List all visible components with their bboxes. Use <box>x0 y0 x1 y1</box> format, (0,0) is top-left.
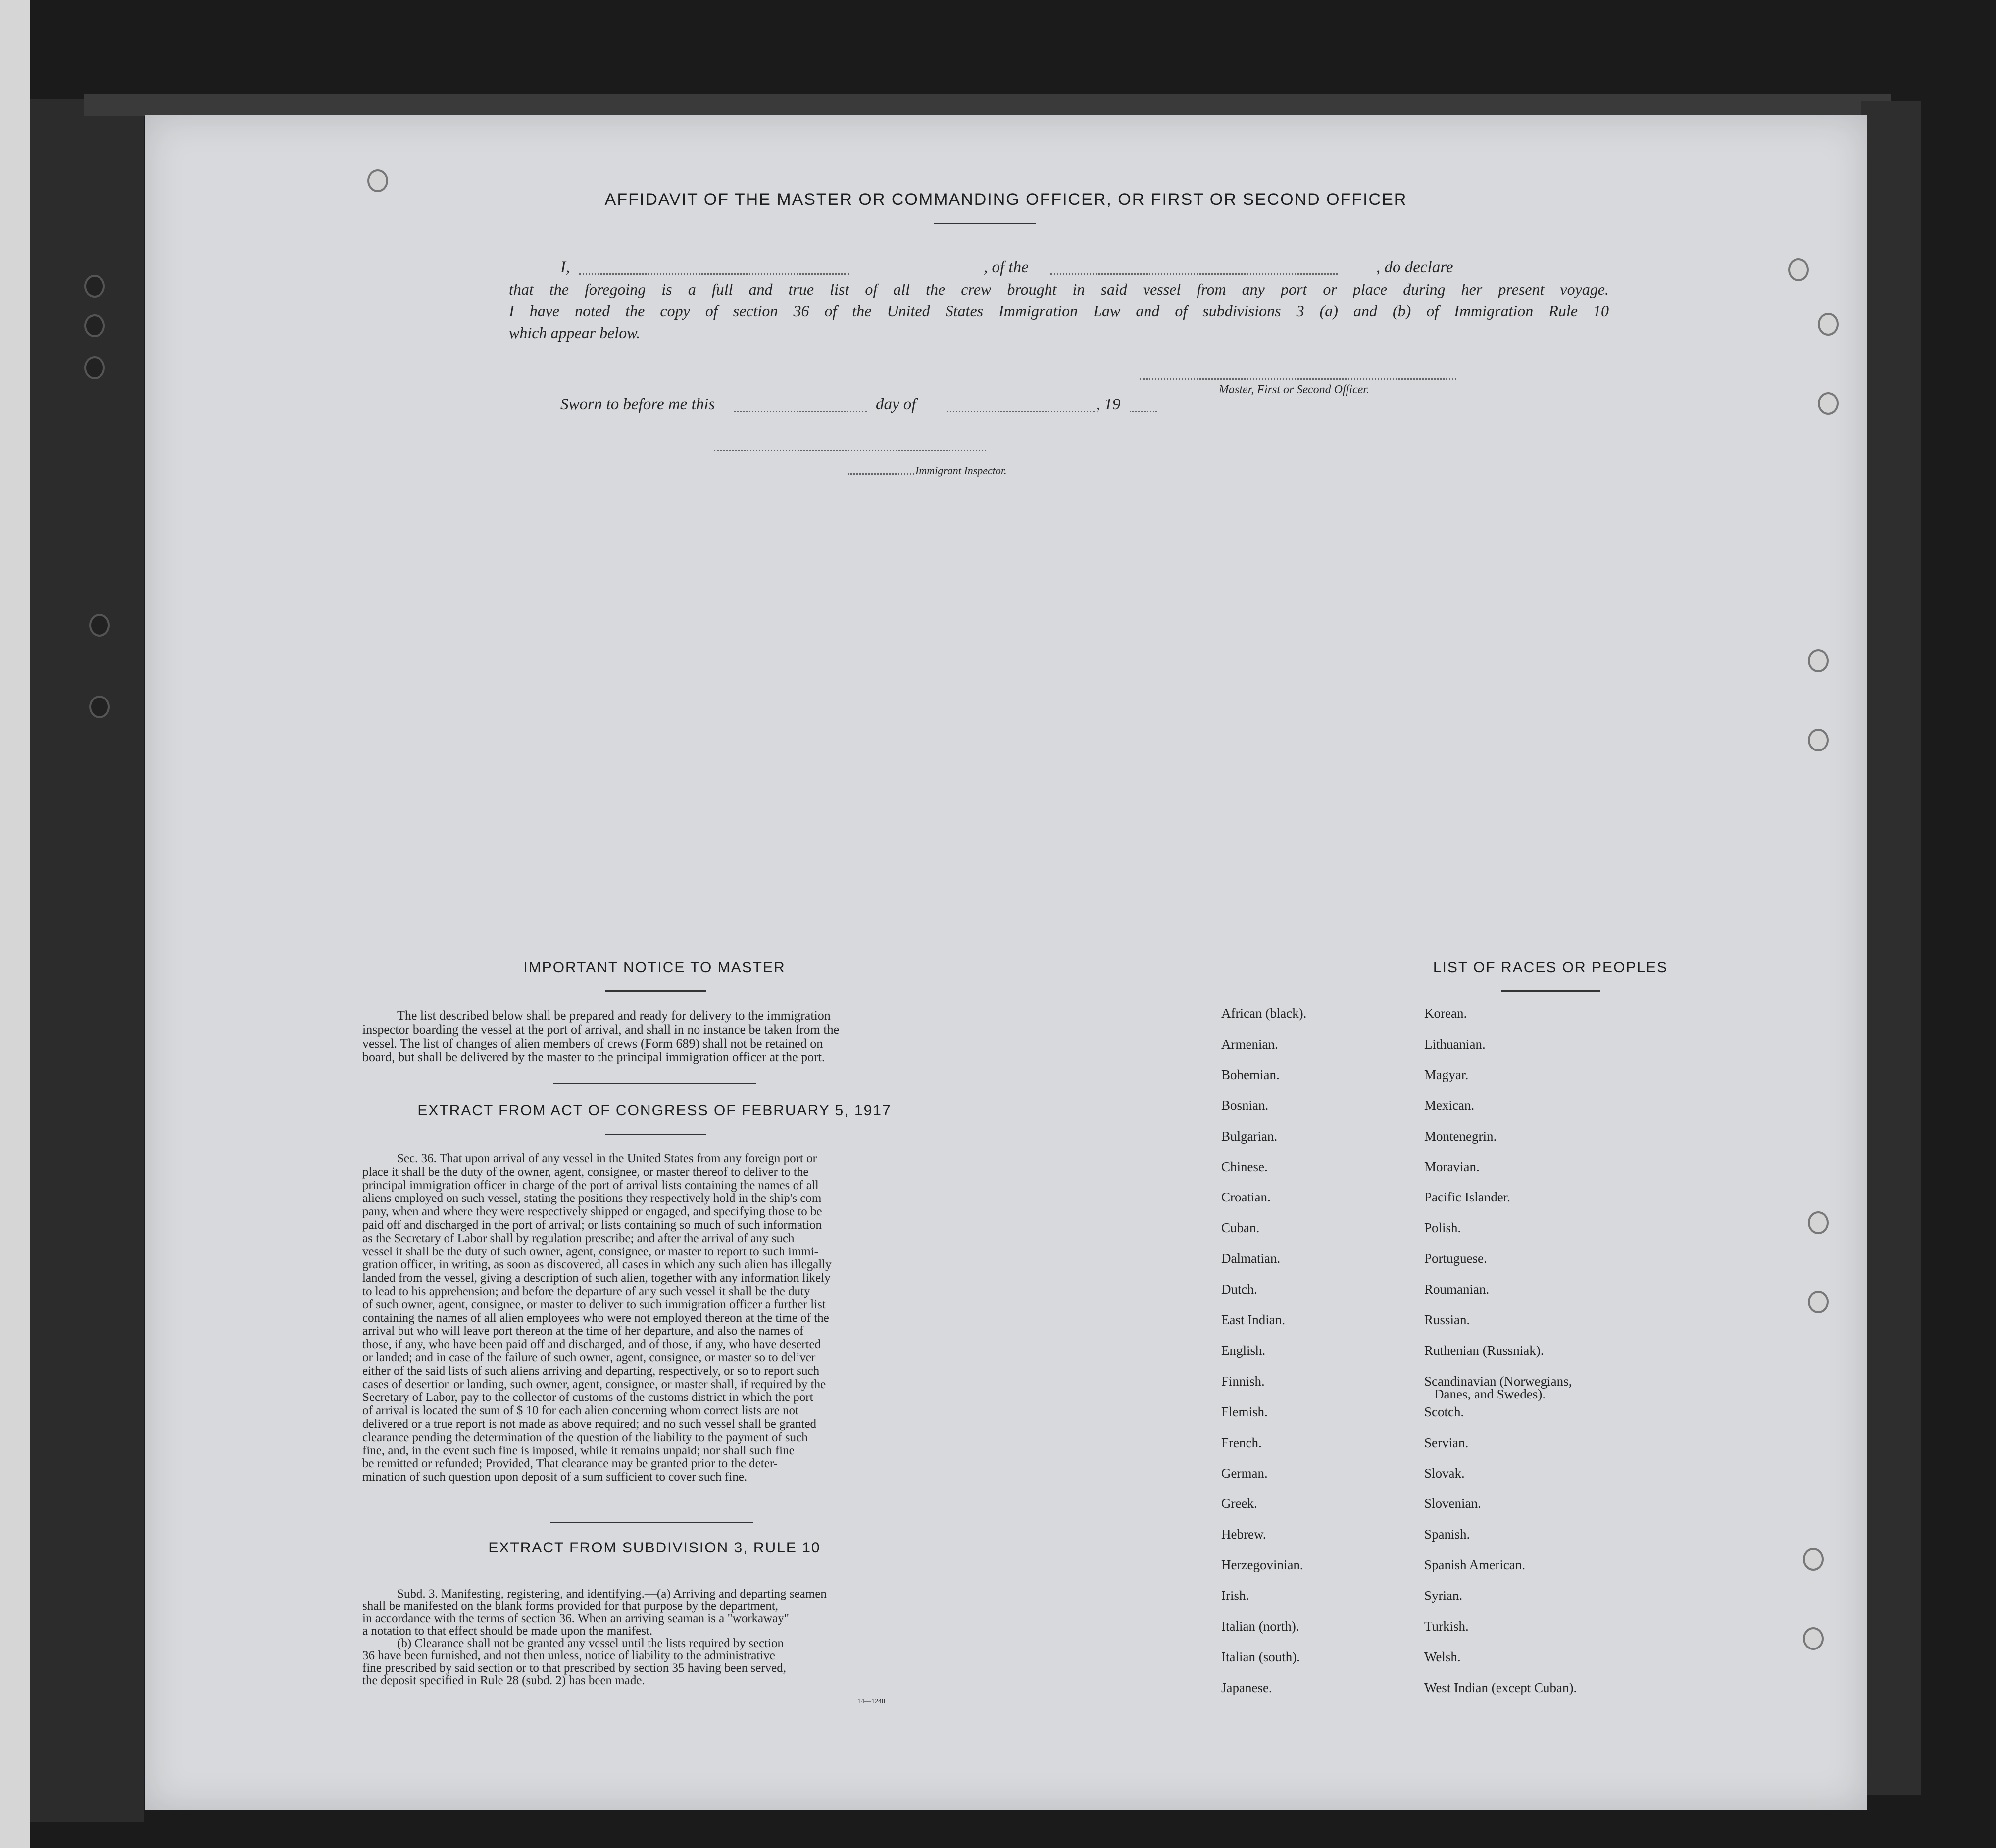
race-item: Spanish American. <box>1424 1557 1525 1572</box>
title-underline <box>934 223 1036 224</box>
race-item: Welsh. <box>1424 1649 1461 1664</box>
binder-hole-icon <box>84 275 105 298</box>
binder-frame-top <box>84 94 1891 116</box>
act-line: mination of such question upon deposit of a sum sufficient to cover such fine. <box>362 1470 748 1484</box>
race-item: French. <box>1221 1435 1262 1450</box>
punch-hole-icon <box>1818 313 1839 336</box>
act-title: EXTRACT FROM ACT OF CONGRESS OF FEBRUARY 5, 1917 <box>417 1102 892 1119</box>
section-divider <box>550 1522 753 1523</box>
race-item: Moravian. <box>1424 1159 1480 1174</box>
act-line: principal immigration officer in charge of the port of arrival lists containing the names of all <box>362 1178 819 1192</box>
race-item: Syrian. <box>1424 1588 1463 1603</box>
race-item: Polish. <box>1424 1220 1461 1235</box>
act-line: place it shall be the duty of the owner, agent, consignee, or master thereof to deliver to the <box>362 1165 809 1179</box>
race-item: Turkish. <box>1424 1619 1469 1634</box>
races-underline <box>1501 990 1600 992</box>
race-item: Cuban. <box>1221 1220 1260 1235</box>
binder-hole-icon <box>89 696 110 718</box>
rule-line: the deposit specified in Rule 28 (subd. 2) has been made. <box>362 1674 645 1687</box>
inspector-signature-line[interactable] <box>714 450 986 451</box>
punch-hole-icon <box>1808 649 1829 672</box>
declare-do-declare: , do declare <box>1376 258 1453 276</box>
punch-hole-icon <box>1803 1548 1824 1571</box>
act-line: delivered or a true report is not made as above required; and no such vessel shall be granted <box>362 1417 817 1431</box>
act-line: containing the names of all alien employees who were not employed thereon at the time of the <box>362 1311 829 1325</box>
race-item: Flemish. <box>1221 1404 1268 1419</box>
race-item: Ruthenian (Russniak). <box>1424 1343 1544 1358</box>
race-item: Dalmatian. <box>1221 1251 1281 1266</box>
race-item: Irish. <box>1221 1588 1249 1603</box>
act-line: clearance pending the determination of the question of the liability to the payment of such <box>362 1430 808 1444</box>
declare-line-2: that the foregoing is a full and true list of all the crew brought in said vessel from any port or place during her present voyage. <box>509 280 1609 298</box>
act-line: Sec. 36. That upon arrival of any vessel in the United States from any foreign port or <box>397 1152 817 1165</box>
race-item: African (black). <box>1221 1006 1307 1021</box>
race-item: Danes, and Swedes). <box>1434 1387 1546 1401</box>
act-line: arrival but who will leave port thereon at the time of her departure, and also the names of <box>362 1324 804 1338</box>
punch-hole-icon <box>1808 1291 1829 1313</box>
rule-line: 36 have been furnished, and not then unless, notice of liability to the administrative <box>362 1649 775 1662</box>
race-item: Russian. <box>1424 1312 1470 1327</box>
race-item: Dutch. <box>1221 1282 1257 1297</box>
race-item: Slovak. <box>1424 1466 1465 1481</box>
sworn-prefix: Sworn to before me this <box>560 396 715 413</box>
race-item: Mexican. <box>1424 1098 1475 1113</box>
race-item: Armenian. <box>1221 1037 1278 1051</box>
master-signature-line[interactable] <box>1140 378 1456 380</box>
sworn-day-of: day of <box>876 396 916 413</box>
rule-line: shall be manifested on the blank forms provided for that purpose by the department, <box>362 1599 779 1613</box>
binder-hole-icon <box>89 614 110 637</box>
name-blank-field[interactable] <box>579 273 849 275</box>
declare-line-4: which appear below. <box>509 324 641 342</box>
act-line: as the Secretary of Labor shall by regulation prescribe; and after the arrival of any such <box>362 1231 795 1245</box>
act-line: landed from the vessel, giving a description of such alien, together with any information likely <box>362 1271 831 1285</box>
act-line: vessel it shall be the duty of such owner, agent, consignee, or master to report to such immi- <box>362 1245 818 1258</box>
act-line: to lead to his apprehension; and before the departure of any such vessel it shall be the duty <box>362 1284 810 1298</box>
race-item: German. <box>1221 1466 1268 1481</box>
race-item: Italian (north). <box>1221 1619 1299 1634</box>
race-item: Spanish. <box>1424 1527 1470 1542</box>
act-line: gration officer, in writing, as soon as discovered, all cases in which any such alien has illegally <box>362 1258 832 1272</box>
rule-line: a notation to that effect should be made upon the manifest. <box>362 1624 653 1638</box>
race-item: Croatian. <box>1221 1190 1271 1204</box>
notice-underline <box>605 990 706 992</box>
form-number: 14—1240 <box>857 1698 885 1705</box>
notice-line: The list described below shall be prepared and ready for delivery to the immigration <box>397 1008 831 1023</box>
race-item: Bulgarian. <box>1221 1129 1278 1144</box>
punch-hole-icon <box>1808 1211 1829 1234</box>
act-line: those, if any, who have been paid off and discharged, and of those, if any, who have deserted <box>362 1338 821 1351</box>
act-line: be remitted or refunded; Provided, That clearance may be granted prior to the deter- <box>362 1457 778 1471</box>
race-item: Pacific Islander. <box>1424 1190 1510 1204</box>
punch-hole-icon <box>1808 729 1829 751</box>
notice-line: inspector boarding the vessel at the port of arrival, and shall in no instance be taken from the <box>362 1022 840 1037</box>
master-signature-label: Master, First or Second Officer. <box>1219 383 1369 396</box>
race-item: Chinese. <box>1221 1159 1268 1174</box>
punch-hole-icon <box>1788 258 1809 281</box>
race-item: Roumanian. <box>1424 1282 1490 1297</box>
act-line: fine, and, in the event such fine is imposed, while it remains unpaid; nor shall such fine <box>362 1444 795 1457</box>
race-item: Montenegrin. <box>1424 1129 1497 1144</box>
declare-of-the: , of the <box>984 258 1029 276</box>
declare-i: I, <box>560 258 570 276</box>
race-item: Finnish. <box>1221 1374 1265 1389</box>
act-line: of such owner, agent, consignee, or master to deliver to such immigration officer a further list <box>362 1298 826 1311</box>
race-item: Korean. <box>1424 1006 1467 1021</box>
rule-line: fine prescribed by said section or to that prescribed by section 35 having been served, <box>362 1661 786 1675</box>
section-divider <box>553 1083 756 1084</box>
act-line: of arrival is located the sum of $ 10 for each alien concerning whom correct lists are not <box>362 1404 798 1418</box>
inspector-label: Immigrant Inspector. <box>915 464 1007 477</box>
declare-line-3: I have noted the copy of section 36 of the United States Immigration Law and of subdivisions 3 (a) and (b) of Immigration Rule 10 <box>509 302 1609 320</box>
act-line: or landed; and in case of the failure of such owner, agent, consignee, or master so to deliver <box>362 1350 816 1364</box>
binder-frame-left <box>30 99 144 1822</box>
act-line: cases of desertion or landing, such owner, agent, consignee, or master shall, if required by the <box>362 1377 826 1391</box>
binder-hole-icon <box>84 314 105 337</box>
race-item: West Indian (except Cuban). <box>1424 1680 1577 1695</box>
race-item: Japanese. <box>1221 1680 1272 1695</box>
notice-body <box>362 1009 947 1064</box>
sworn-day-blank[interactable] <box>734 411 867 412</box>
race-item: Bosnian. <box>1221 1098 1269 1113</box>
race-item: Herzegovinian. <box>1221 1557 1303 1572</box>
sworn-month-blank[interactable] <box>947 411 1095 412</box>
act-line: paid off and discharged in the port of arrival; or lists containing so much of such information <box>362 1218 822 1232</box>
sworn-year-blank[interactable] <box>1130 411 1157 412</box>
punch-hole-icon <box>1818 392 1839 415</box>
race-item: East Indian. <box>1221 1312 1285 1327</box>
race-item: Italian (south). <box>1221 1649 1300 1664</box>
sworn-year: , 19 <box>1096 396 1121 413</box>
race-item: Slovenian. <box>1424 1496 1481 1511</box>
act-section-36-body <box>362 1152 947 1484</box>
race-item: Portuguese. <box>1424 1251 1487 1266</box>
scan-edge-strip <box>0 0 30 1848</box>
races-title: LIST OF RACES OR PEOPLES <box>1433 959 1668 976</box>
act-underline <box>605 1134 706 1135</box>
rule-line: (b) Clearance shall not be granted any vessel until the lists required by section <box>397 1637 784 1650</box>
punch-hole-icon <box>1803 1627 1824 1650</box>
act-line: pany, when and where they were respectively shipped or engaged, and specifying those to be <box>362 1205 822 1219</box>
race-item: Bohemian. <box>1221 1067 1280 1082</box>
binder-frame-right <box>1861 101 1921 1795</box>
punch-hole-icon <box>367 169 388 192</box>
act-line: Secretary of Labor, pay to the collector of customs of the customs district in which the port <box>362 1391 813 1404</box>
act-line: aliens employed on such vessel, stating the positions they respectively hold in the ship's com- <box>362 1192 826 1205</box>
race-item: Lithuanian. <box>1424 1037 1486 1051</box>
inspector-leader-dots <box>848 473 914 475</box>
race-item: Magyar. <box>1424 1067 1469 1082</box>
binder-hole-icon <box>84 356 105 379</box>
race-item: Greek. <box>1221 1496 1257 1511</box>
rule-line: Subd. 3. Manifesting, registering, and identifying.—(a) Arriving and departing seamen <box>397 1587 827 1600</box>
notice-line: vessel. The list of changes of alien members of crews (Form 689) shall not be retained on <box>362 1036 823 1050</box>
affidavit-title: AFFIDAVIT OF THE MASTER OR COMMANDING OFFICER, OR FIRST OR SECOND OFFICER <box>604 190 1407 209</box>
race-item: English. <box>1221 1343 1266 1358</box>
race-item: Hebrew. <box>1221 1527 1266 1542</box>
manifest-page <box>145 115 1867 1810</box>
race-item: Scotch. <box>1424 1404 1464 1419</box>
rule-title: EXTRACT FROM SUBDIVISION 3, RULE 10 <box>488 1540 821 1556</box>
rule-subdivision-body <box>362 1588 947 1687</box>
race-item: Servian. <box>1424 1435 1469 1450</box>
notice-line: board, but shall be delivered by the master to the principal immigration officer at the port. <box>362 1050 825 1064</box>
act-line: either of the said lists of such aliens arriving and departing, respectively, or so to report such <box>362 1364 820 1378</box>
vessel-blank-field[interactable] <box>1050 273 1338 275</box>
race-item: Scandinavian (Norwegians, <box>1424 1374 1572 1389</box>
rule-line: in accordance with the terms of section 36. When an arriving seaman is a "workaway" <box>362 1612 790 1625</box>
notice-title: IMPORTANT NOTICE TO MASTER <box>523 959 786 976</box>
